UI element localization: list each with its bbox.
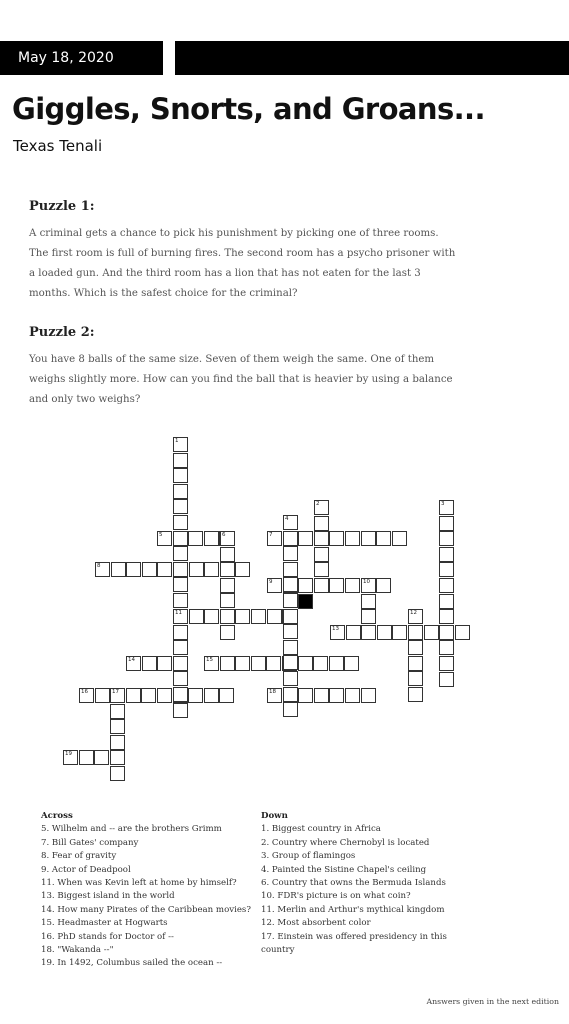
- crossword-cell[interactable]: [361, 609, 376, 624]
- clue-across-15: 15. Headmaster at Hogwarts: [41, 918, 168, 929]
- clue-number: 16: [81, 689, 88, 695]
- crossword-cell[interactable]: [251, 656, 266, 671]
- crossword-cell[interactable]: [157, 656, 172, 671]
- clue-down-3: 3. Group of flamingos: [261, 851, 356, 862]
- crossword-cell[interactable]: [204, 609, 219, 624]
- crossword-cell[interactable]: [235, 656, 250, 671]
- crossword-cell[interactable]: [173, 468, 188, 483]
- crossword-cell[interactable]: [204, 531, 219, 546]
- clue-number: 12: [410, 610, 417, 616]
- across-clues: [41, 810, 256, 971]
- clue-down-10: 10. FDR's picture is on what coin?: [261, 891, 411, 902]
- crossword-cell[interactable]: [126, 562, 141, 577]
- crossword-cell[interactable]: [204, 688, 219, 703]
- crossword-cell[interactable]: [298, 531, 313, 546]
- crossword-cell[interactable]: [79, 688, 94, 703]
- crossword-cell[interactable]: [439, 625, 454, 640]
- crossword-cell[interactable]: [439, 672, 454, 687]
- crossword-cell[interactable]: [314, 562, 329, 577]
- crossword-cell[interactable]: [283, 687, 298, 702]
- crossword-cell[interactable]: [439, 640, 454, 655]
- crossword-cell[interactable]: [126, 656, 141, 671]
- crossword-cell[interactable]: [439, 516, 454, 531]
- crossword-cell[interactable]: [110, 719, 125, 734]
- crossword-cell[interactable]: [63, 750, 78, 765]
- crossword-cell[interactable]: [267, 688, 282, 703]
- clue-number: 3: [441, 501, 445, 507]
- crossword-cell[interactable]: [283, 562, 298, 577]
- clue-across-19: 19. In 1492, Columbus sailed the ocean --: [41, 958, 223, 969]
- crossword-cell[interactable]: [408, 609, 423, 624]
- clue-down-6: 6. Country that owns the Bermuda Islands: [261, 878, 446, 889]
- clue-across-16: 16. PhD stands for Doctor of --: [41, 931, 174, 942]
- crossword-cell[interactable]: [266, 656, 281, 671]
- crossword-cell[interactable]: [408, 687, 423, 702]
- clue-number: 8: [97, 563, 101, 569]
- clue-down-17: 17. Einstein was offered presidency in this country: [261, 931, 447, 956]
- clue-across-8: 8. Fear of gravity: [41, 851, 117, 862]
- crossword-cell[interactable]: [173, 640, 188, 655]
- crossword-cell[interactable]: [439, 547, 454, 562]
- crossword-cell[interactable]: [361, 625, 376, 640]
- crossword-cell[interactable]: [298, 688, 313, 703]
- crossword-cell[interactable]: [220, 547, 235, 562]
- crossword-cell[interactable]: [283, 577, 298, 592]
- clue-number: 7: [269, 532, 273, 538]
- clue-down-11: 11. Merlin and Arthur's mythical kingdom: [261, 904, 445, 915]
- crossword-cell[interactable]: [392, 531, 407, 546]
- clue-down-12: 12. Most absorbent color: [261, 918, 371, 929]
- crossword-cell[interactable]: [376, 578, 391, 593]
- clue-number: 17: [112, 689, 119, 695]
- crossword-cell[interactable]: [110, 688, 125, 703]
- clue-down-4: 4. Painted the Sistine Chapel's ceiling: [261, 864, 427, 875]
- clue-number: 19: [65, 751, 72, 757]
- crossword-cell[interactable]: [314, 547, 329, 562]
- crossword-cell[interactable]: [439, 562, 454, 577]
- puzzle-2-title: Puzzle 2:: [29, 325, 95, 340]
- clue-across-14: 14. How many Pirates of the Caribbean movies?: [41, 904, 251, 915]
- crossword-cell[interactable]: [267, 609, 282, 624]
- crossword-cell[interactable]: [298, 656, 313, 671]
- crossword-cell[interactable]: [361, 594, 376, 609]
- crossword-cell[interactable]: [329, 688, 344, 703]
- puzzle-1-text: A criminal gets a chance to pick his punishment by picking one of three rooms. The first room is full of burning fires. The second room has a psycho prisoner with a loaded gun. And the third room has a lion that has not eaten for the last 3 months. Which is the safest choice for the criminal?: [29, 228, 456, 299]
- crossword-cell[interactable]: [424, 625, 439, 640]
- crossword-cell[interactable]: [376, 531, 391, 546]
- crossword-cell[interactable]: [126, 688, 141, 703]
- crossword-cell[interactable]: [110, 704, 125, 719]
- crossword-cell[interactable]: [204, 656, 219, 671]
- crossword-cell[interactable]: [173, 593, 188, 608]
- crossword-cell[interactable]: [344, 656, 359, 671]
- crossword-cell[interactable]: [283, 655, 298, 670]
- crossword-cell[interactable]: [439, 578, 454, 593]
- clue-number: 14: [128, 657, 135, 663]
- crossword-cell[interactable]: [329, 656, 344, 671]
- crossword-cell[interactable]: [408, 640, 423, 655]
- clue-across-18: 18. "Wakanda --": [41, 945, 114, 956]
- issue-date: May 18, 2020: [18, 50, 114, 66]
- black-square: [298, 594, 313, 609]
- crossword-cell[interactable]: [173, 484, 188, 499]
- clue-number: 4: [285, 516, 289, 522]
- crossword-cell[interactable]: [329, 531, 344, 546]
- crossword-cell[interactable]: [157, 688, 172, 703]
- crossword-cell[interactable]: [173, 625, 188, 640]
- clue-number: 15: [206, 657, 213, 663]
- author-name: Texas Tenali: [13, 137, 103, 155]
- crossword-cell[interactable]: [110, 750, 125, 765]
- crossword-cell[interactable]: [189, 609, 204, 624]
- crossword-cell[interactable]: [314, 688, 329, 703]
- crossword-cell[interactable]: [267, 531, 282, 546]
- crossword-cell[interactable]: [267, 578, 282, 593]
- crossword-cell[interactable]: [283, 640, 298, 655]
- crossword-cell[interactable]: [329, 578, 344, 593]
- crossword-cell[interactable]: [408, 625, 423, 640]
- crossword-cell[interactable]: [345, 688, 360, 703]
- crossword-cell[interactable]: [235, 609, 250, 624]
- crossword-cell[interactable]: [283, 624, 298, 639]
- crossword-cell[interactable]: [439, 656, 454, 671]
- crossword-cell[interactable]: [173, 437, 188, 452]
- crossword-cell[interactable]: [220, 593, 235, 608]
- crossword-cell[interactable]: [173, 609, 188, 624]
- crossword-cell[interactable]: [110, 735, 125, 750]
- crossword-cell[interactable]: [361, 688, 376, 703]
- crossword-cell[interactable]: [173, 671, 188, 686]
- crossword-cell[interactable]: [330, 625, 345, 640]
- crossword-cell[interactable]: [173, 546, 188, 561]
- crossword-cell[interactable]: [408, 656, 423, 671]
- clue-across-9: 9. Actor of Deadpool: [41, 864, 131, 875]
- crossword-cell[interactable]: [314, 500, 329, 515]
- crossword-cell[interactable]: [377, 625, 392, 640]
- crossword-cell[interactable]: [439, 500, 454, 515]
- crossword-cell[interactable]: [392, 625, 407, 640]
- clue-number: 1: [175, 438, 179, 444]
- crossword-cell[interactable]: [220, 609, 235, 624]
- clue-across-13: 13. Biggest island in the world: [41, 891, 175, 902]
- crossword-cell[interactable]: [283, 671, 298, 686]
- crossword-cell[interactable]: [94, 750, 109, 765]
- crossword-cell[interactable]: [189, 562, 204, 577]
- crossword-cell[interactable]: [220, 531, 235, 546]
- clue-number: 18: [269, 689, 276, 695]
- crossword-cell[interactable]: [251, 609, 266, 624]
- crossword-cell[interactable]: [111, 562, 126, 577]
- crossword-cell[interactable]: [173, 656, 188, 671]
- crossword-cell[interactable]: [173, 531, 188, 546]
- crossword-cell[interactable]: [283, 531, 298, 546]
- page-title: Giggles, Snorts, and Groans...: [12, 92, 485, 126]
- footer-note: Answers given in the next edition: [426, 997, 559, 1006]
- crossword-cell[interactable]: [439, 594, 454, 609]
- down-heading: Down: [261, 811, 288, 821]
- crossword-cell[interactable]: [439, 609, 454, 624]
- crossword-cell[interactable]: [346, 625, 361, 640]
- crossword-cell[interactable]: [314, 516, 329, 531]
- clue-number: 5: [159, 532, 163, 538]
- crossword-cell[interactable]: [283, 702, 298, 717]
- crossword-cell[interactable]: [283, 546, 298, 561]
- crossword-cell[interactable]: [220, 656, 235, 671]
- crossword-cell[interactable]: [110, 766, 125, 781]
- crossword-cell[interactable]: [235, 562, 250, 577]
- crossword-cell[interactable]: [314, 531, 329, 546]
- puzzle-2-text: You have 8 balls of the same size. Seven of them weigh the same. One of them weighs slightly more. How can you find the ball that is heavier by using a balance and only two weighs?: [29, 354, 453, 405]
- crossword-cell[interactable]: [79, 750, 94, 765]
- clue-number: 6: [222, 532, 226, 538]
- crossword-cell[interactable]: [220, 562, 235, 577]
- crossword-cell[interactable]: [314, 578, 329, 593]
- clue-number: 11: [175, 610, 182, 616]
- crossword-cell[interactable]: [142, 656, 157, 671]
- crossword-cell[interactable]: [173, 687, 188, 702]
- crossword-cell[interactable]: [283, 593, 298, 608]
- puzzle-1-title: Puzzle 1:: [29, 199, 95, 214]
- crossword-cell[interactable]: [157, 562, 172, 577]
- crossword-cell[interactable]: [220, 625, 235, 640]
- across-heading: Across: [41, 811, 73, 821]
- crossword-cell[interactable]: [283, 515, 298, 530]
- crossword-cell[interactable]: [142, 562, 157, 577]
- crossword-cell[interactable]: [220, 578, 235, 593]
- clue-number: 10: [363, 579, 370, 585]
- crossword-cell[interactable]: [345, 578, 360, 593]
- crossword-cell[interactable]: [313, 656, 328, 671]
- crossword-cell[interactable]: [204, 562, 219, 577]
- crossword-cell[interactable]: [173, 562, 188, 577]
- crossword-cell[interactable]: [173, 703, 188, 718]
- crossword-cell[interactable]: [173, 499, 188, 514]
- crossword-cell[interactable]: [173, 577, 188, 592]
- crossword-cell[interactable]: [455, 625, 470, 640]
- clue-across-11: 11. When was Kevin left at home by himself?: [41, 878, 237, 889]
- crossword-cell[interactable]: [95, 688, 110, 703]
- crossword-cell[interactable]: [141, 688, 156, 703]
- crossword-cell[interactable]: [95, 562, 110, 577]
- clue-number: 13: [332, 626, 339, 632]
- crossword-cell[interactable]: [361, 531, 376, 546]
- crossword-cell[interactable]: [188, 688, 203, 703]
- clue-number: 9: [269, 579, 273, 585]
- crossword-cell[interactable]: [173, 515, 188, 530]
- clue-across-7: 7. Bill Gates' company: [41, 837, 139, 848]
- crossword-cell[interactable]: [345, 531, 360, 546]
- clue-down-1: 1. Biggest country in Africa: [261, 824, 381, 835]
- crossword-cell[interactable]: [157, 531, 172, 546]
- crossword-cell[interactable]: [439, 531, 454, 546]
- crossword-cell[interactable]: [173, 453, 188, 468]
- clue-across-5: 5. Wilhelm and -- are the brothers Grimm: [41, 824, 222, 835]
- crossword-cell[interactable]: [219, 688, 234, 703]
- down-clues: [261, 810, 451, 957]
- crossword-cell[interactable]: [361, 578, 376, 593]
- crossword-cell[interactable]: [298, 578, 313, 593]
- clue-number: 2: [316, 501, 320, 507]
- crossword-cell[interactable]: [283, 609, 298, 624]
- crossword-cell[interactable]: [188, 531, 203, 546]
- crossword-cell[interactable]: [408, 671, 423, 686]
- clue-down-2: 2. Country where Chernobyl is located: [261, 837, 430, 848]
